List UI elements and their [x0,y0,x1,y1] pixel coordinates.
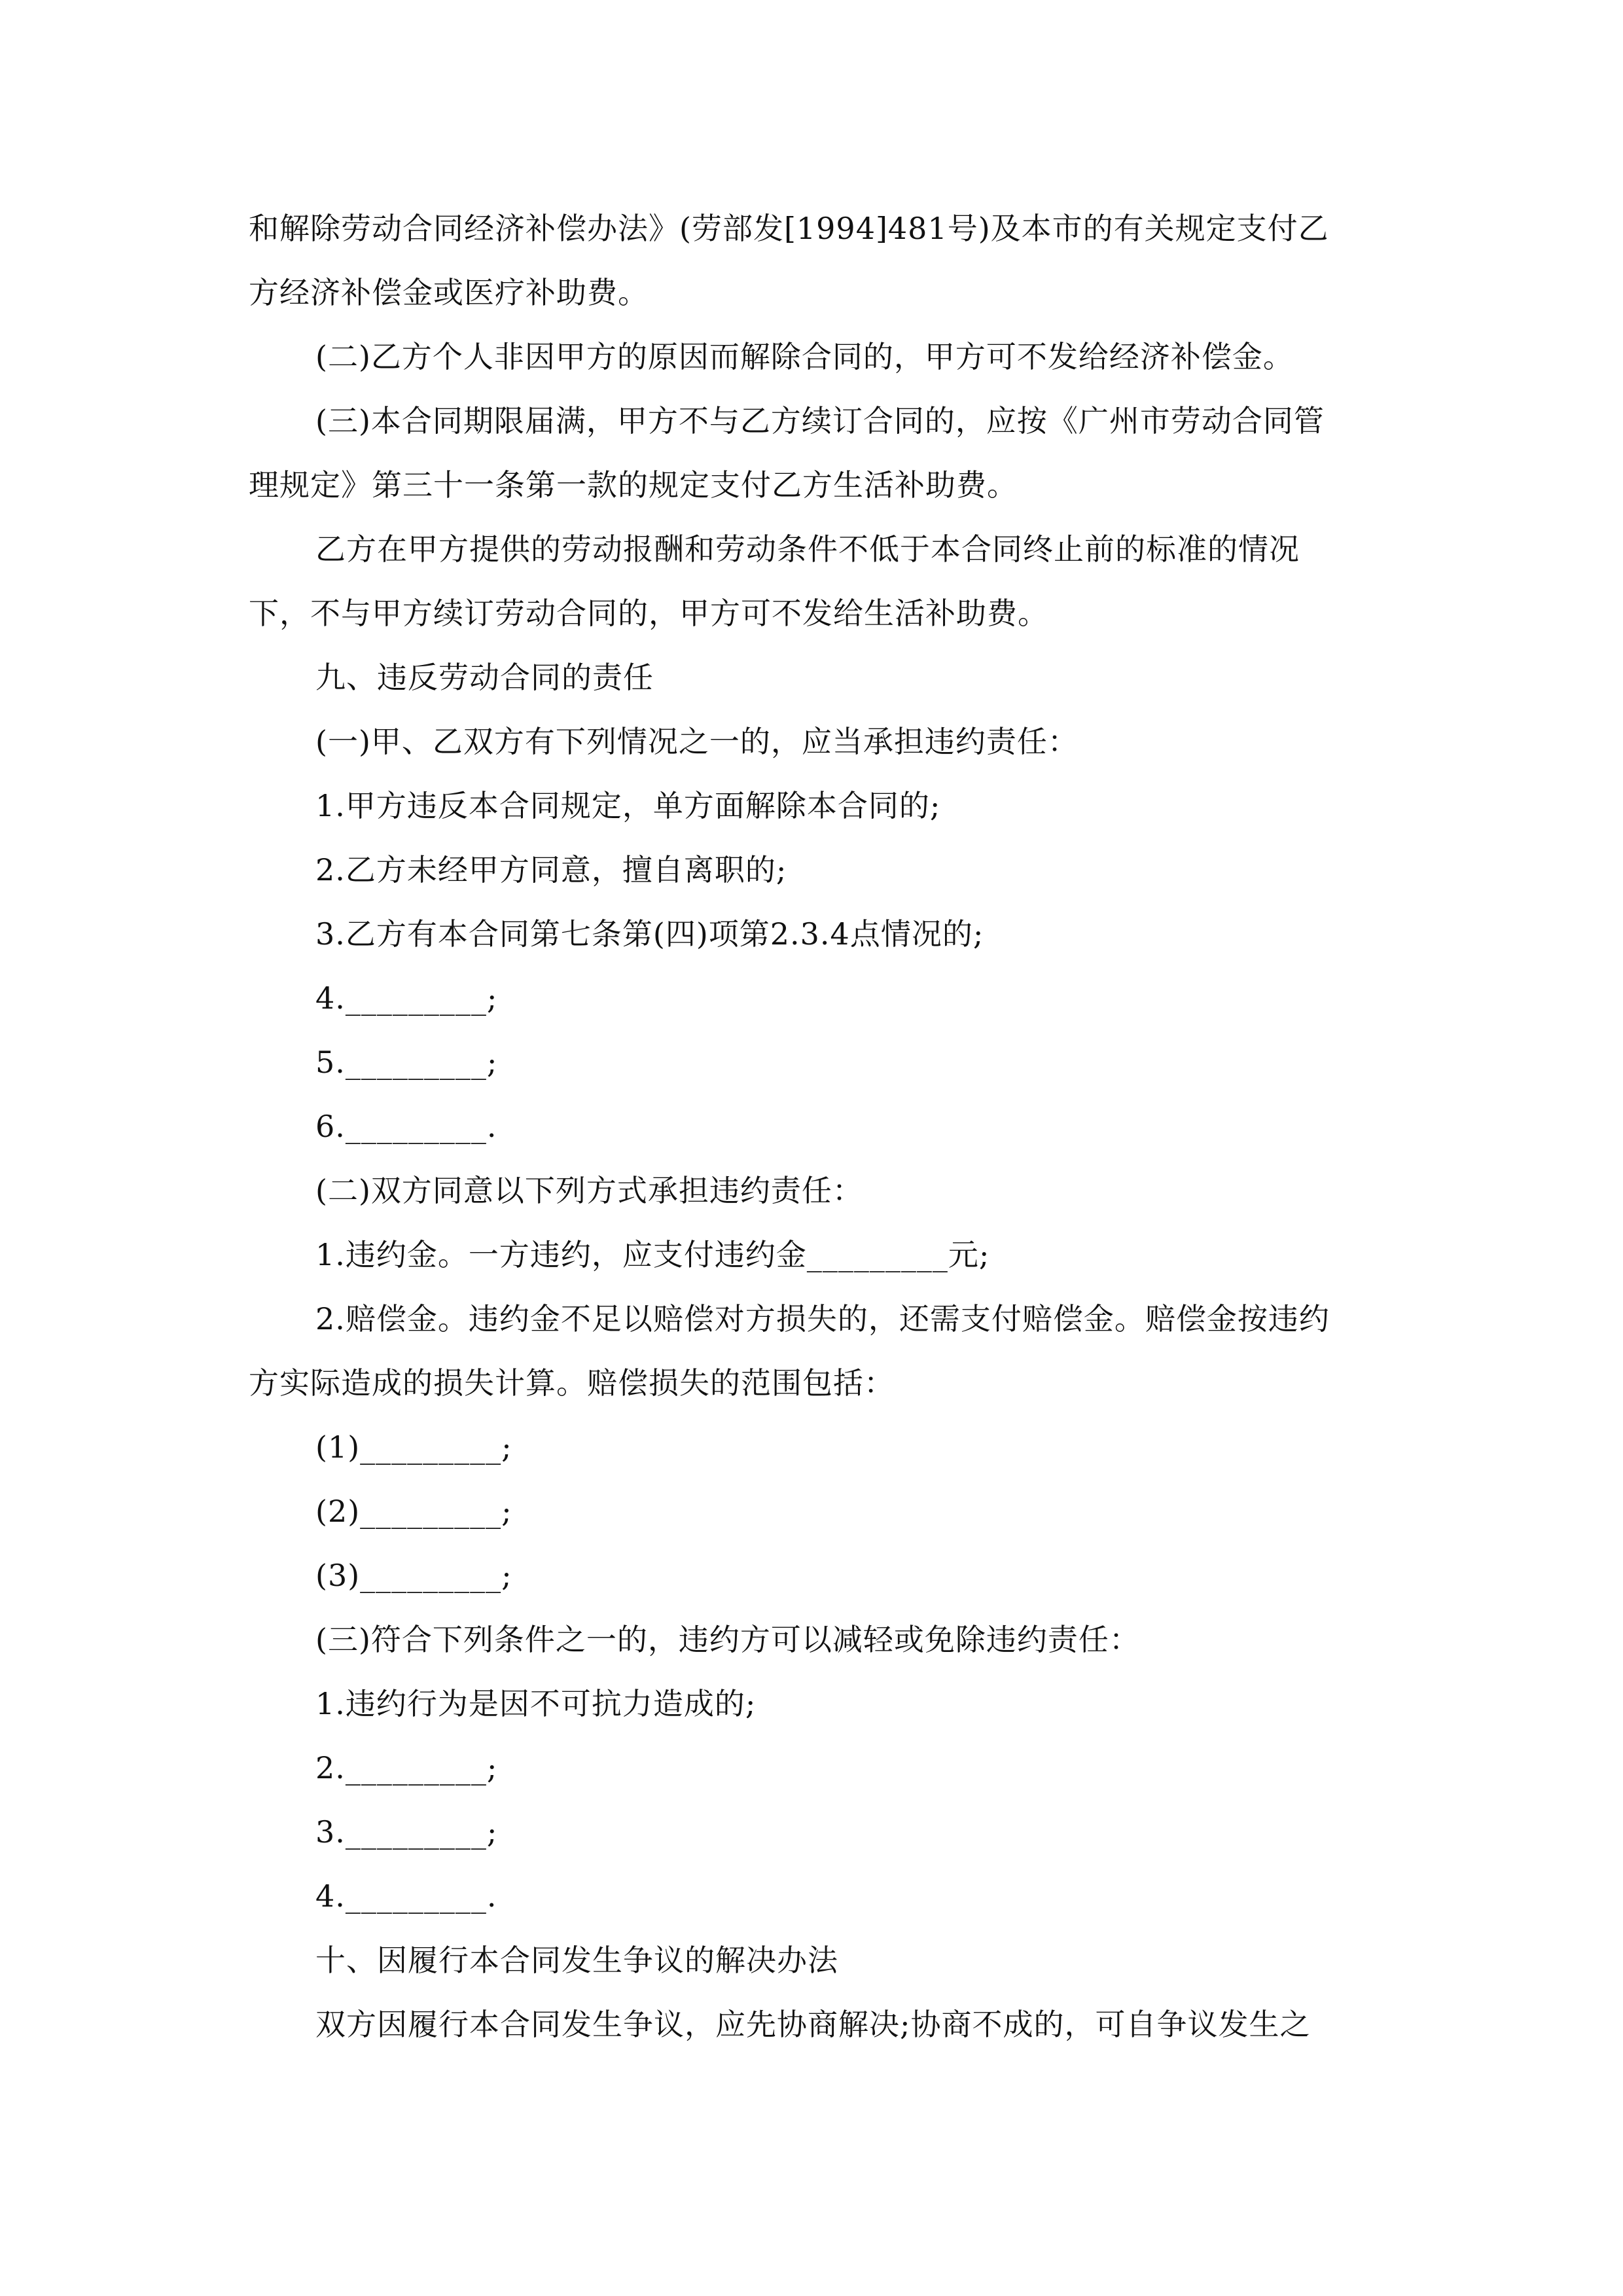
text-line: 理规定》第三十一条第一款的规定支付乙方生活补助费。 [249,467,1018,503]
list-item: 3.乙方有本合同第七条第(四)项第2.3.4点情况的; [315,916,984,952]
text-line: (三)符合下列条件之一的，违约方可以减轻或免除违约责任： [315,1622,1140,1657]
list-item: 1.违约行为是因不可抗力造成的; [315,1686,757,1721]
list-item: 1.甲方违反本合同规定，单方面解除本合同的; [315,788,941,823]
list-item-blank: 5._________; [315,1045,498,1080]
section-heading: 十、因履行本合同发生争议的解决办法 [315,1943,838,1978]
text-line: (二)双方同意以下列方式承担违约责任： [315,1173,863,1208]
text-line: (三)本合同期限届满，甲方不与乙方续订合同的，应按《广州市劳动合同管 [315,403,1325,439]
list-item-blank: (1)_________; [315,1429,512,1465]
text-line: (二)乙方个人非因甲方的原因而解除合同的，甲方可不发给经济补偿金。 [315,339,1294,374]
list-item-blank: (2)_________; [315,1494,512,1529]
list-item-blank: (3)_________; [315,1558,512,1593]
list-item-blank: 4._________; [315,980,498,1016]
section-heading: 九、违反劳动合同的责任 [315,660,654,695]
list-item-blank: 2._________; [315,1750,498,1785]
text-line: 方实际造成的损失计算。赔偿损失的范围包括： [249,1365,895,1401]
text-line: 和解除劳动合同经济补偿办法》(劳部发[1994]481号)及本市的有关规定支付乙 [249,211,1329,246]
text-line: 方经济补偿金或医疗补助费。 [249,275,649,310]
text-line: 下，不与甲方续订劳动合同的，甲方可不发给生活补助费。 [249,596,1048,631]
text-line: 双方因履行本合同发生争议，应先协商解决;协商不成的，可自争议发生之 [315,2007,1311,2042]
list-item: 2.乙方未经甲方同意，擅自离职的; [315,852,787,888]
document-body [249,196,1387,2056]
text-line: 乙方在甲方提供的劳动报酬和劳动条件不低于本合同终止前的标准的情况 [315,531,1300,567]
list-item-blank: 6._________. [315,1109,497,1144]
list-item: 1.违约金。一方违约，应支付违约金_________元; [315,1237,990,1272]
text-line: (一)甲、乙双方有下列情况之一的，应当承担违约责任： [315,724,1079,759]
list-item-blank: 4._________. [315,1878,497,1914]
list-item: 2.赔偿金。违约金不足以赔偿对方损失的，还需支付赔偿金。赔偿金按违约 [315,1301,1330,1336]
list-item-blank: 3._________; [315,1814,498,1850]
